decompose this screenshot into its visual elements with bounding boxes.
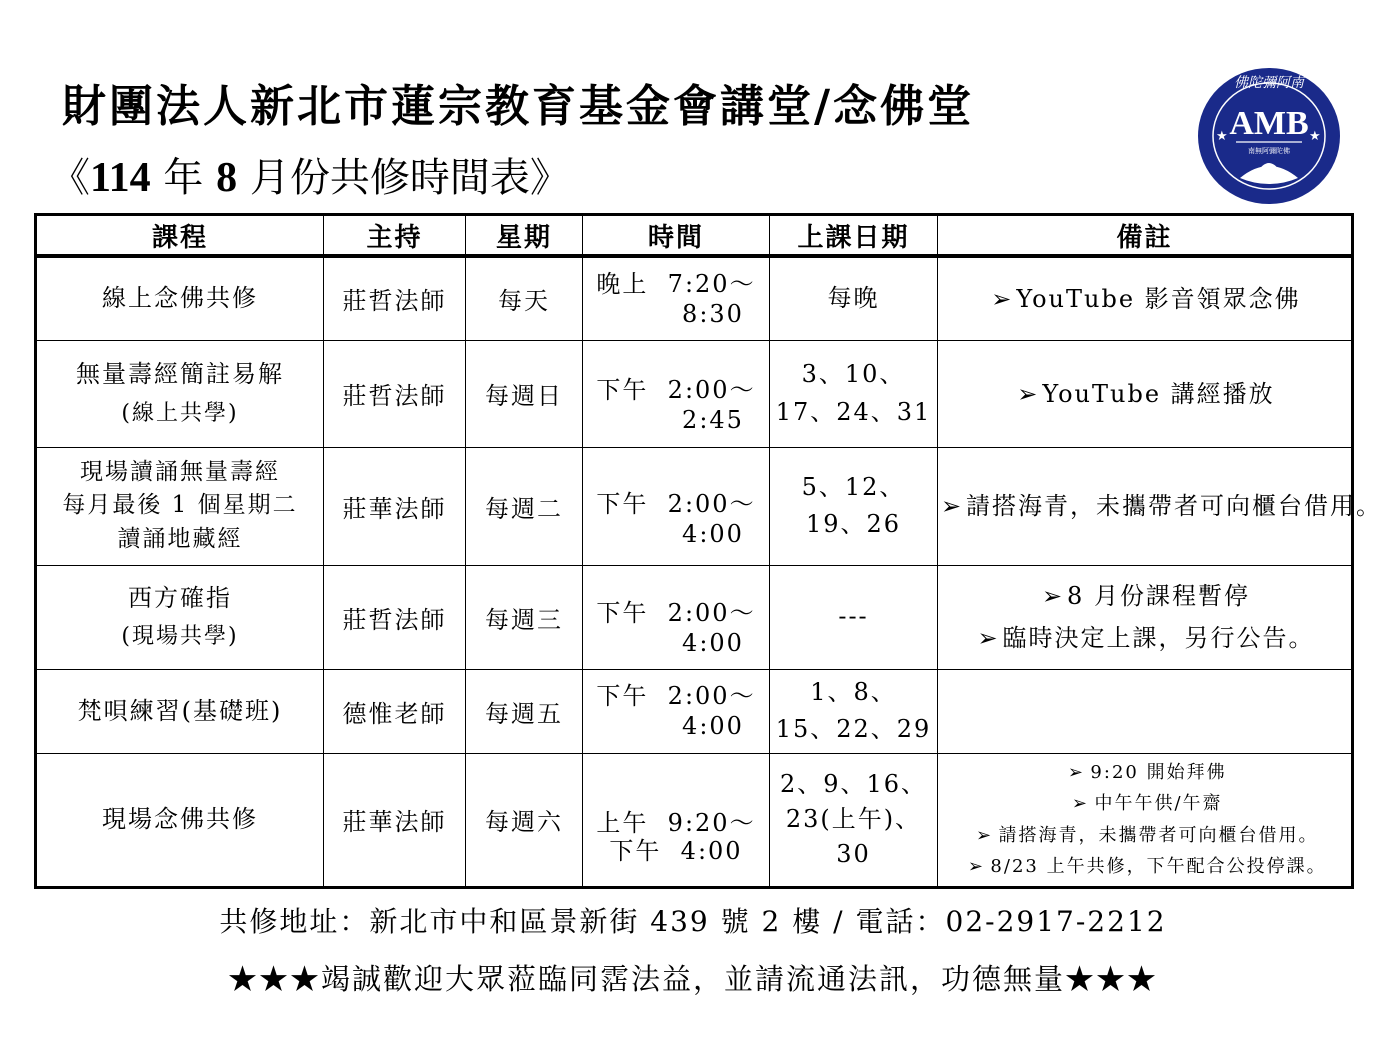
dates-cell [770, 753, 938, 887]
table-row [36, 447, 1353, 565]
logo-star-right: ★ [1309, 129, 1321, 144]
subtitle-month: 8 [216, 155, 238, 201]
host-cell: 莊華法師 [324, 753, 466, 887]
time-end: 2:45 [682, 405, 744, 434]
table-row [36, 753, 1353, 887]
note-item [938, 278, 1351, 320]
note-text: 9:20 開始拜佛 [1090, 761, 1227, 783]
date-line: 3、10、 [801, 360, 906, 389]
day-cell: 每週二 [466, 447, 583, 565]
course-cell [36, 447, 324, 565]
note-text: 臨時決定上課，另行公告。 [1002, 624, 1315, 652]
schedule-subtitle [50, 146, 570, 203]
course-cell [36, 565, 324, 669]
arrow-bullet-icon: ➢ [1017, 379, 1040, 408]
header-notes: 備註 [938, 215, 1353, 257]
table-header-row [36, 215, 1353, 257]
notes-cell [938, 340, 1353, 447]
note-item [938, 485, 1382, 527]
page-title: 財團法人新北市蓮宗教育基金會講堂/念佛堂 [62, 81, 975, 132]
time-start: 下午 2:00～ [596, 375, 756, 404]
table-row [36, 669, 1353, 753]
host-cell: 莊華法師 [324, 447, 466, 565]
course-cell [36, 753, 324, 887]
address-line: 共修地址：新北市中和區景新街 439 號 2 樓 / 電話：02-2917-2212 [219, 905, 1167, 938]
course-name: 西方確指 [128, 583, 232, 612]
notes-cell [938, 753, 1353, 887]
course-line: 每月最後 1 個星期二 [62, 492, 298, 519]
time-cell [583, 753, 770, 887]
course-name: 現場念佛共修 [102, 805, 258, 834]
date-line: 30 [836, 839, 871, 868]
day-cell: 每天 [466, 256, 583, 340]
date-line: --- [838, 602, 869, 631]
subtitle-rest: 月份共修時間表》 [237, 155, 570, 201]
date-line: 5、12、 [801, 472, 906, 501]
time-end: 4:00 [682, 629, 744, 657]
day-cell: 每週五 [466, 669, 583, 753]
arrow-bullet-icon: ➢ [991, 284, 1014, 313]
time-cell [583, 565, 770, 669]
logo-top-text: 佛陀彌阿南 [1234, 75, 1304, 91]
header-time: 時間 [583, 215, 770, 257]
header-day: 星期 [466, 215, 583, 257]
dates-cell [770, 669, 938, 753]
logo-mark: AMB [1229, 105, 1309, 142]
course-name: 無量壽經簡註易解 [76, 360, 284, 389]
arrow-bullet-icon: ➢ [1067, 761, 1085, 783]
date-line: 15、22、29 [775, 715, 932, 743]
day-cell: 每週日 [466, 340, 583, 447]
dates-cell [770, 447, 938, 565]
note-item [938, 757, 1351, 789]
foundation-logo [1196, 66, 1342, 206]
time-start: 上午 9:20～ [596, 808, 756, 837]
arrow-bullet-icon: ➢ [1041, 582, 1065, 610]
header-host: 主持 [324, 215, 466, 257]
notes-cell [938, 669, 1353, 753]
course-cell [36, 340, 324, 447]
day-cell: 每週六 [466, 753, 583, 887]
course-name: 現場讀誦無量壽經 [80, 458, 280, 485]
note-text: 請搭海青，未攜帶者可向櫃台借用。 [966, 492, 1382, 520]
course-line: 讀誦地藏經 [117, 525, 243, 552]
subtitle-year: 114 [90, 155, 151, 201]
course-subtitle: (線上共學) [121, 400, 239, 426]
note-text: YouTube 講經播放 [1042, 379, 1275, 408]
time-start: 下午 2:00～ [596, 490, 756, 518]
arrow-bullet-icon: ➢ [977, 624, 1000, 652]
notes-cell [938, 256, 1353, 340]
time-end: 4:00 [682, 520, 744, 548]
note-text: 請搭海青，未攜帶者可向櫃台借用。 [998, 824, 1319, 846]
date-line: 每晚 [827, 284, 880, 313]
host-cell: 莊哲法師 [324, 565, 466, 669]
header-course: 課程 [36, 215, 324, 257]
table-row [36, 565, 1353, 669]
course-name: 梵唄練習(基礎班) [77, 696, 283, 725]
course-subtitle: (現場共學) [121, 624, 239, 650]
note-item [938, 851, 1351, 883]
note-item [938, 575, 1351, 617]
time-start: 下午 2:00～ [596, 682, 756, 710]
dates-cell [770, 340, 938, 447]
header-dates: 上課日期 [770, 215, 938, 257]
note-text: 8 月份課程暫停 [1067, 582, 1250, 610]
note-text: 8/23 上午共修，下午配合公投停課。 [990, 856, 1327, 877]
arrow-bullet-icon: ➢ [1071, 793, 1089, 814]
date-line: 1、8、 [810, 677, 897, 706]
time-cell [583, 669, 770, 753]
note-text: 中午午供/午齋 [1094, 793, 1223, 814]
date-line: 19、26 [805, 510, 902, 538]
host-cell: 莊哲法師 [324, 256, 466, 340]
time-cell [583, 447, 770, 565]
note-item [938, 373, 1351, 415]
date-line: 2、9、16、 [779, 770, 928, 799]
date-line: 17、24、31 [775, 397, 932, 426]
date-line: 23(上午)、 [785, 805, 922, 834]
table-row [36, 256, 1353, 340]
course-name: 線上念佛共修 [102, 284, 258, 313]
note-item [938, 788, 1351, 820]
logo-star-left: ★ [1216, 129, 1228, 144]
note-item [938, 820, 1351, 852]
day-cell: 每週三 [466, 565, 583, 669]
time-cell [583, 340, 770, 447]
note-item [938, 617, 1351, 659]
course-cell [36, 669, 324, 753]
time-end: 8:30 [682, 299, 744, 328]
dates-cell [770, 256, 938, 340]
time-end: 下午 4:00 [609, 836, 743, 865]
course-cell [36, 256, 324, 340]
subtitle-year-unit: 年 [150, 155, 217, 201]
subtitle-open: 《 [50, 155, 90, 201]
host-cell: 莊哲法師 [324, 340, 466, 447]
arrow-bullet-icon: ➢ [967, 856, 985, 877]
time-cell [583, 256, 770, 340]
logo-bottom-text: 南無阿彌陀佛 [1248, 147, 1290, 155]
table-row [36, 340, 1353, 447]
schedule-table [34, 213, 1382, 889]
welcome-line: ★★★竭誠歡迎大眾蒞臨同霑法益，並請流通法訊，功德無量★★★ [227, 962, 1158, 996]
host-cell: 德惟老師 [324, 669, 466, 753]
notes-cell [938, 565, 1353, 669]
arrow-bullet-icon: ➢ [975, 824, 994, 846]
time-end: 4:00 [682, 712, 744, 740]
dates-cell [770, 565, 938, 669]
time-start: 下午 2:00～ [596, 599, 756, 627]
note-text: YouTube 影音領眾念佛 [1016, 284, 1301, 313]
notes-cell [938, 447, 1382, 565]
arrow-bullet-icon: ➢ [940, 492, 964, 520]
time-start: 晚上 7:20～ [596, 269, 756, 298]
